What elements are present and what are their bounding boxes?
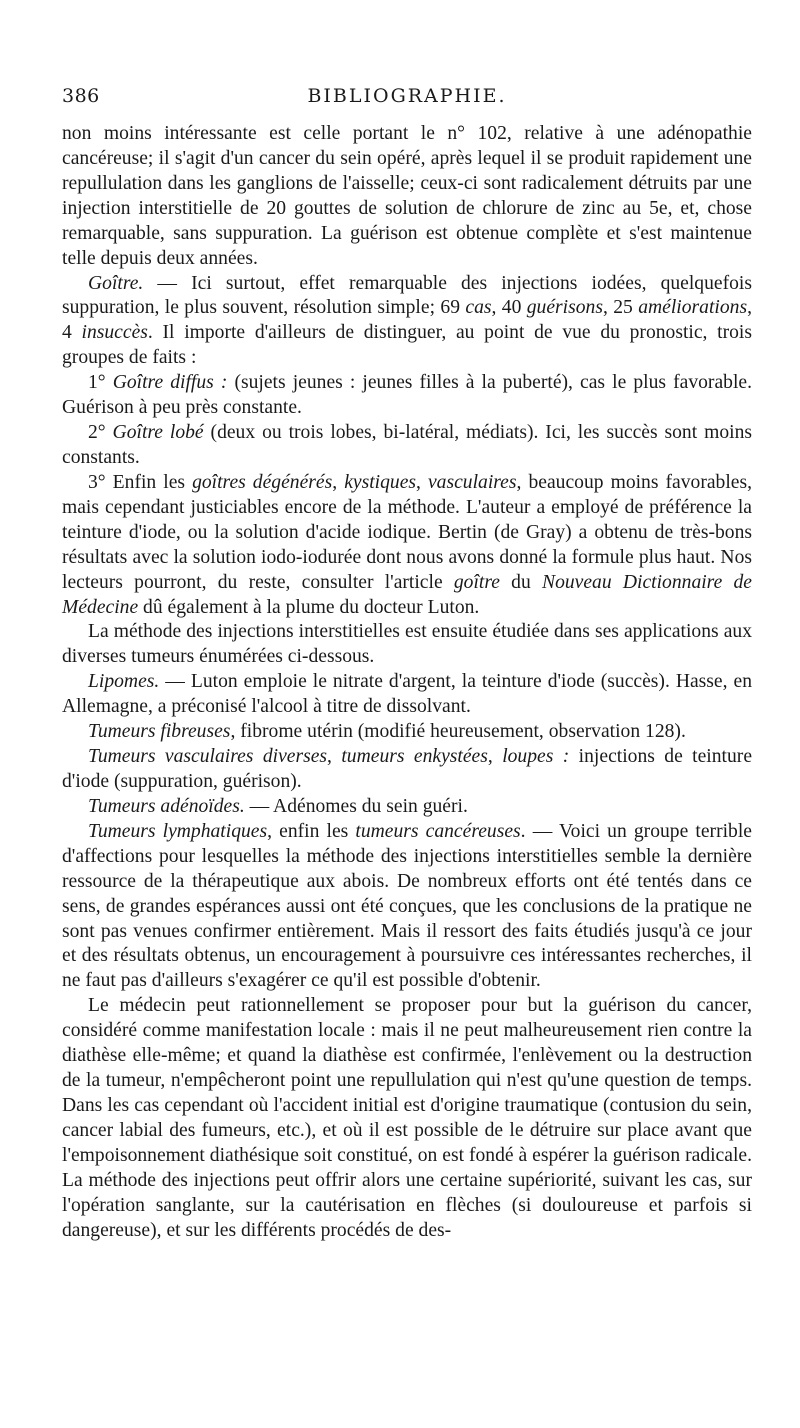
italic-text: tumeurs cancéreuses [355, 820, 521, 842]
text-run: , 40 [491, 297, 527, 319]
text-run: (deux ou trois lobes, bi-latéral, médiats). Ici, les succès sont moins constants. [62, 422, 752, 468]
italic-text: Tumeurs vasculaires diverses [88, 746, 328, 768]
text-run: , [416, 471, 428, 493]
italic-text: goîtres dégénérés [192, 471, 333, 493]
italic-text: guérisons [526, 297, 603, 319]
italic-text: Tumeurs adénoïdes. [88, 795, 245, 817]
text-run: , 25 [602, 297, 639, 319]
italic-text: Tumeurs fibreuses [88, 721, 231, 743]
text-run: . — Voici un groupe terrible d'affections pour lesquelles la méthode des injections interstitielles semble la dernière ressource de la thérapeutique aux abois. De nombreux efforts ont été tentés dans ce sens, de grandes espérances aussi ont été conçues, que les conclusions de la pratique ne sont pas venues confirmer entièrement. Mais il ressort des faits étudiés jusqu'à ce jour et des résultats obtenus, un encouragement à poursuivre ces intéressantes recherches, il ne faut pas d'ailleurs s'exagérer ce qu'il est possible d'obtenir. [62, 820, 752, 992]
italic-text: vasculaires [427, 471, 517, 493]
italic-text: Nouveau Dictionnaire de Médecine [62, 571, 752, 618]
body-text [62, 122, 752, 1243]
text-run: , 4 [62, 297, 752, 344]
text-run: dû également à la plume du docteur Luton. [138, 596, 480, 618]
running-title: BIBLIOGRAPHIE. [307, 85, 507, 107]
text-run: , [327, 746, 342, 768]
text-run: non moins intéressante est celle portant le n° 102, relative à une adénopathie cancéreuse; il s'agit d'un cancer du sein opéré, après lequel il se produit rapidement une repullulation dans les ganglions de l'aisselle; ceux-ci sont radicalement détruits par une injection interstitielle de 20 gouttes de solution de chlorure de zinc au 5e, et, chose remarquable, sans suppuration. La guérison est obtenue complète et s'est maintenue telle depuis deux années. [62, 123, 752, 269]
text-run: 2° [88, 422, 113, 444]
page-number: 386 [62, 85, 100, 107]
paragraph [62, 272, 752, 372]
text-run: 3° Enfin les [88, 471, 193, 493]
text-run: , enfin les [267, 820, 356, 842]
paragraph [62, 122, 752, 272]
paragraph [62, 371, 752, 421]
italic-text: Goître lobé [112, 422, 204, 444]
paragraph [62, 421, 752, 471]
text-run: — Ici surtout, effet remarquable des injections iodées, quelquefois suppuration, le plus souvent, résolution simple; 69 [62, 272, 752, 319]
italic-text: kystiques [344, 471, 417, 493]
paragraph [62, 745, 752, 795]
text-run: (sujets jeunes : jeunes filles à la puberté), cas le plus favorable. Guérison à peu près constante. [62, 372, 752, 419]
italic-text: insuccès [81, 322, 148, 344]
italic-text: cas [465, 297, 492, 319]
italic-text: tumeurs enkystées [341, 746, 488, 768]
italic-text: Goître diffus : [112, 372, 228, 394]
paragraph [62, 795, 752, 820]
paragraph [62, 670, 752, 720]
paragraph [62, 720, 752, 745]
paragraph [62, 994, 752, 1243]
italic-text: goître [453, 571, 500, 593]
text-run: 1° [88, 372, 113, 394]
text-run: La méthode des injections interstitielles est ensuite étudiée dans ses applications aux diverses tumeurs énumérées ci-dessous. [62, 621, 752, 668]
text-run: injections de teinture d'iode (suppuration, guérison). [62, 746, 753, 792]
text-run: , [487, 746, 503, 768]
italic-text: améliorations [638, 297, 748, 319]
text-run: — Luton emploie le nitrate d'argent, la teinture d'iode (succès). Hasse, en Allemagne, a préconisé l'alcool à titre de dissolvant. [62, 671, 752, 718]
text-run: . Il importe d'ailleurs de distinguer, au point de vue du pronostic, trois groupes de faits : [62, 322, 752, 369]
text-run: — Adénomes du sein guéri. [244, 795, 468, 817]
text-run: , fibrome utérin (modifié heureusement, observation 128). [230, 721, 686, 743]
text-run: , [332, 471, 345, 493]
italic-text: Tumeurs lymphatiques [88, 820, 268, 842]
paragraph [62, 471, 752, 621]
text-run: du [499, 571, 542, 593]
text-run: , beaucoup moins favorables, mais cependant justiciables encore de la méthode. L'auteur a employé de préférence la teinture d'iode, ou la solution d'acide iodique. Bertin (de Gray) a obtenu de très-bons résultats avec la solution iodo-iodurée dont nous avons donné la formule plus haut. Nos lecteurs pourront, du reste, consulter l'article [62, 471, 753, 593]
paragraph [62, 620, 752, 670]
text-run: Le médecin peut rationnellement se proposer pour but la guérison du cancer, considéré comme manifestation locale : mais il ne peut malheureusement rien contre la diathèse elle-même; et quand la diathèse est confirmée, l'enlèvement ou la destruction de la tumeur, n'empêcheront point une repullulation qui n'est qu'une question de temps. Dans les cas cependant où l'accident initial est d'origine traumatique (contusion du sein, cancer labial des fumeurs, etc.), et où il est possible de le détruire sur place avant que l'empoisonnement diathésique soit constitué, on est fondé à espérer la guérison radicale. La méthode des injections peut offrir alors une certaine supériorité, suivant les cas, sur l'opération sanglante, sur la cautérisation en flèches (si douloureuse et parfois si dangereuse), et sur les différents procédés de des- [62, 995, 752, 1241]
italic-text: loupes : [502, 746, 570, 768]
page-header [62, 85, 752, 115]
italic-text: Goître. [88, 272, 144, 294]
italic-text: Lipomes. [88, 671, 160, 693]
paragraph [62, 820, 752, 994]
